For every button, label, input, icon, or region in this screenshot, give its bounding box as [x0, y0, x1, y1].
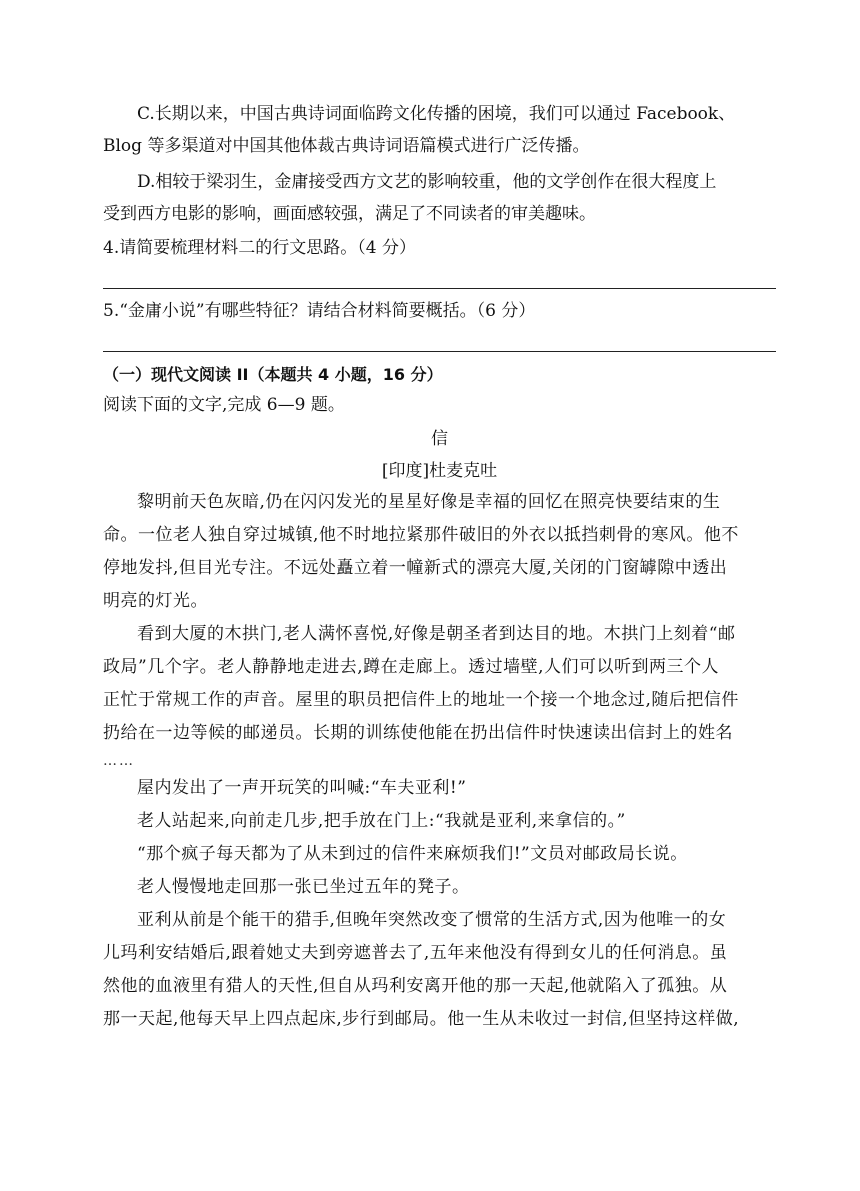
option-d-line-2: 受到西方电影的影响，画面感较强，满足了不同读者的审美趣味。 — [103, 204, 596, 224]
section-heading: （一）现代文阅读 II（本题共 4 小题，16 分） — [103, 365, 443, 384]
option-c-line-1: C.长期以来，中国古典诗词面临跨文化传播的困境，我们可以通过 Facebook、 — [137, 104, 736, 124]
paragraph-1-line-4: 明亮的灯光。 — [103, 591, 208, 611]
paragraph-7-line-2: 儿玛利安结婚后,跟着她丈夫到旁遮普去了,五年来他没有得到女儿的任何消息。虽 — [103, 943, 728, 963]
paragraph-6: 老人慢慢地走回那一张已坐过五年的凳子。 — [137, 877, 470, 897]
paragraph-2-line-3: 正忙于常规工作的声音。屋里的职员把信件上的地址一个接一个地念过,随后把信件 — [103, 690, 739, 710]
section-instruction: 阅读下面的文字,完成 6—9 题。 — [103, 395, 345, 415]
paragraph-5: “那个疯子每天都为了从未到过的信件来麻烦我们!”文员对邮政局长说。 — [137, 844, 688, 864]
story-body — [103, 486, 776, 1036]
paragraph-7-line-4: 那一天起,他每天早上四点起床,步行到邮局。他一生从未收过一封信,但坚持这样做, — [103, 1009, 740, 1029]
paragraph-1-line-3: 停地发抖,但目光专注。不远处矗立着一幢新式的漂亮大厦,关闭的门窗罅隙中透出 — [103, 558, 728, 578]
document-page — [103, 98, 776, 1036]
paragraph-1-line-2: 命。一位老人独自穿过城镇,他不时地拉紧那件破旧的外衣以抵挡刺骨的寒风。他不 — [103, 525, 739, 545]
paragraph-2-line-1: 看到大厦的木拱门,老人满怀喜悦,好像是朝圣者到达目的地。木拱门上刻着“邮 — [137, 624, 736, 644]
question-5: 5.“金庸小说”有哪些特征？请结合材料简要概括。（6 分） — [103, 301, 536, 321]
paragraph-7-line-3: 然他的血液里有猎人的天性,但自从玛利安离开他的那一天起,他就陷入了孤独。从 — [103, 976, 728, 996]
paragraph-1-line-1: 黎明前天色灰暗,仍在闪闪发光的星星好像是幸福的回忆在照亮快要结束的生 — [137, 492, 721, 512]
answer-line-q4 — [103, 288, 776, 289]
paragraph-2-line-2: 政局”几个字。老人静静地走进去,蹲在走廊上。透过墙壁,人们可以听到两三个人 — [103, 657, 719, 677]
option-c-line-2: Blog 等多渠道对中国其他体裁古典诗词语篇模式进行广泛传播。 — [103, 136, 590, 156]
ellipsis: …… — [103, 753, 135, 769]
paragraph-7-line-1: 亚利从前是个能干的猎手,但晚年突然改变了惯常的生活方式,因为他唯一的女 — [137, 910, 727, 930]
paragraph-2-line-4: 扔给在一边等候的邮递员。长期的训练使他能在扔出信件时快速读出信封上的姓名 — [103, 723, 733, 743]
paragraph-3: 屋内发出了一声开玩笑的叫喊:“车夫亚利!” — [137, 778, 467, 798]
paragraph-4: 老人站起来,向前走几步,把手放在门上:“我就是亚利,来拿信的。” — [137, 811, 626, 831]
story-title: 信 — [431, 429, 448, 449]
answer-line-q5 — [103, 351, 776, 352]
question-4: 4.请简要梳理材料二的行文思路。（4 分） — [103, 238, 416, 258]
story-author: [印度]杜麦克吐 — [381, 461, 498, 481]
option-d-line-1: D.相较于梁羽生，金庸接受西方文艺的影响较重，他的文学创作在很大程度上 — [137, 172, 717, 192]
